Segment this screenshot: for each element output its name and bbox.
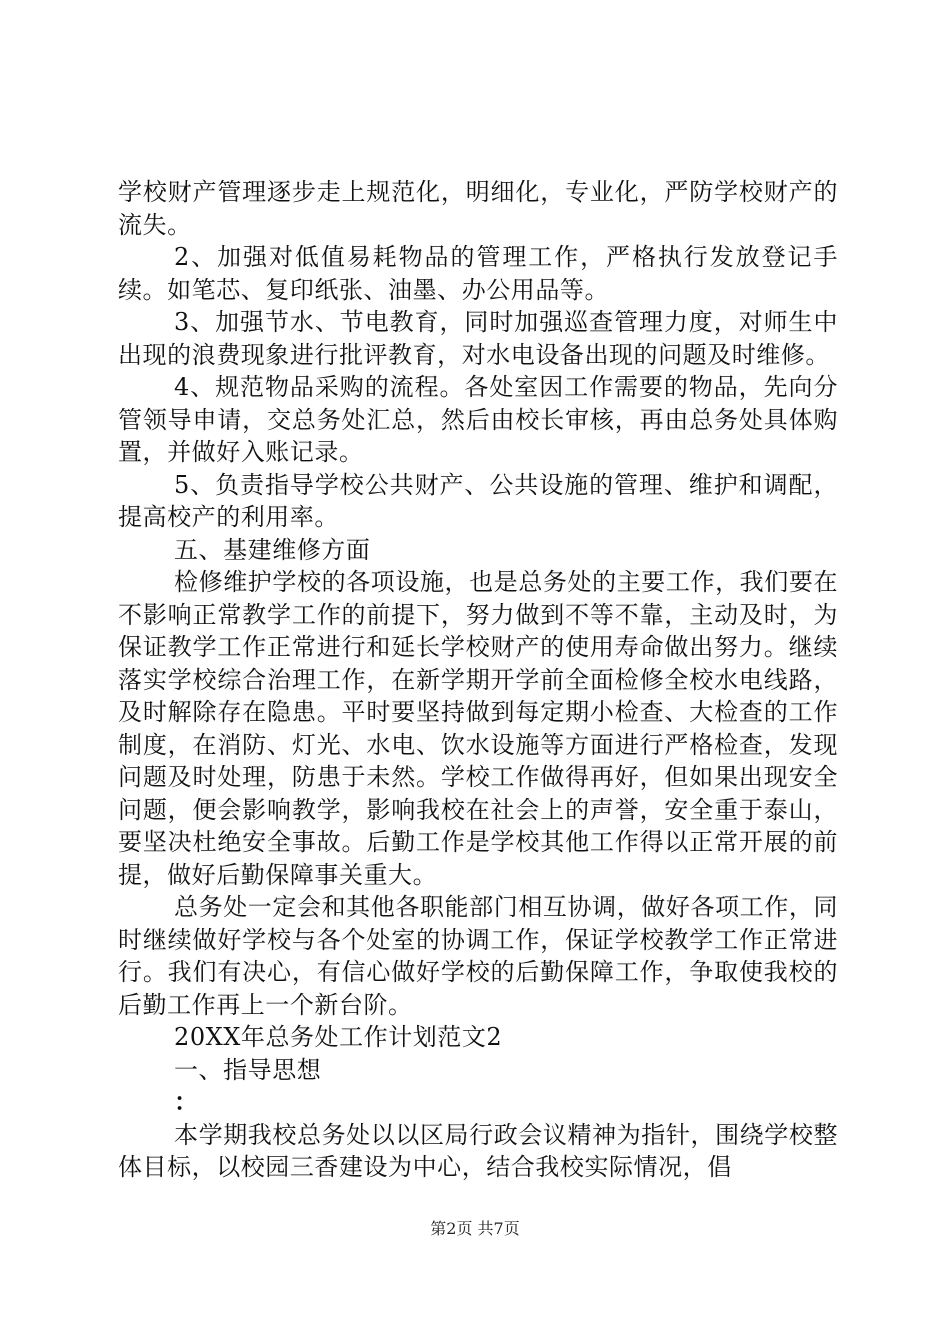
paragraph-maintenance: 检修维护学校的各项设施，也是总务处的主要工作，我们要在不影响正常教学工作的前提下，努力做到不等不靠，主动及时，为保证教学工作正常进行和延长学校财产的使用寿命做出努力。继续落实学校综合治理工作，在新学期开学前全面检修全校水电线路，及时解除存在隐患。平时要坚持做到每定期小检查、大检查的工作制度，在消防、灯光、水电、饮水设施等方面进行严格检查，发现问题及时处理，防患于未然。学校工作做得再好，但如果出现安全问题，便会影响教学，影响我校在社会上的声誉，安全重于泰山，要坚决杜绝安全事故。后勤工作是学校其他工作得以正常开展的前提，做好后勤保障事关重大。 bbox=[118, 568, 838, 889]
paragraph-3: 3、加强节水、节电教育，同时加强巡查管理力度，对师生中出现的浪费现象进行批评教育，对水电设备出现的问题及时维修。 bbox=[118, 308, 838, 369]
page-footer: 第2页 共7页 bbox=[430, 1219, 520, 1238]
paragraph-1: 学校财产管理逐步走上规范化，明细化，专业化，严防学校财产的流失。 bbox=[118, 178, 838, 239]
paragraph-coordination: 总务处一定会和其他各职能部门相互协调，做好各项工作，同时继续做好学校与各个处室的协调工作，保证学校教学工作正常进行。我们有决心，有信心做好学校的后勤保障工作，争取使我校的后勤工作再上一个新台阶。 bbox=[118, 893, 838, 1019]
colon-mark: ： bbox=[174, 1087, 198, 1116]
document-body bbox=[118, 176, 838, 1184]
paragraph-final: 本学期我校总务处以以区局行政会议精神为指针，围绕学校整体目标，以校园三香建设为中心，结合我校实际情况，倡 bbox=[118, 1120, 838, 1181]
paragraph-4: 4、规范物品采购的流程。各处室因工作需要的物品，先向分管领导申请，交总务处汇总，然后由校长审核，再由总务处具体购置，并做好入账记录。 bbox=[118, 373, 838, 466]
paragraph-2: 2、加强对低值易耗物品的管理工作，严格执行发放登记手续。如笔芯、复印纸张、油墨、办公用品等。 bbox=[118, 243, 838, 304]
article-title: 20XX年总务处工作计划范文2 bbox=[174, 1023, 503, 1051]
section-heading-5: 五、基建维修方面 bbox=[174, 535, 371, 564]
section-heading-1: 一、指导思想 bbox=[174, 1055, 322, 1084]
paragraph-5: 5、负责指导学校公共财产、公共设施的管理、维护和调配，提高校产的利用率。 bbox=[118, 470, 838, 531]
